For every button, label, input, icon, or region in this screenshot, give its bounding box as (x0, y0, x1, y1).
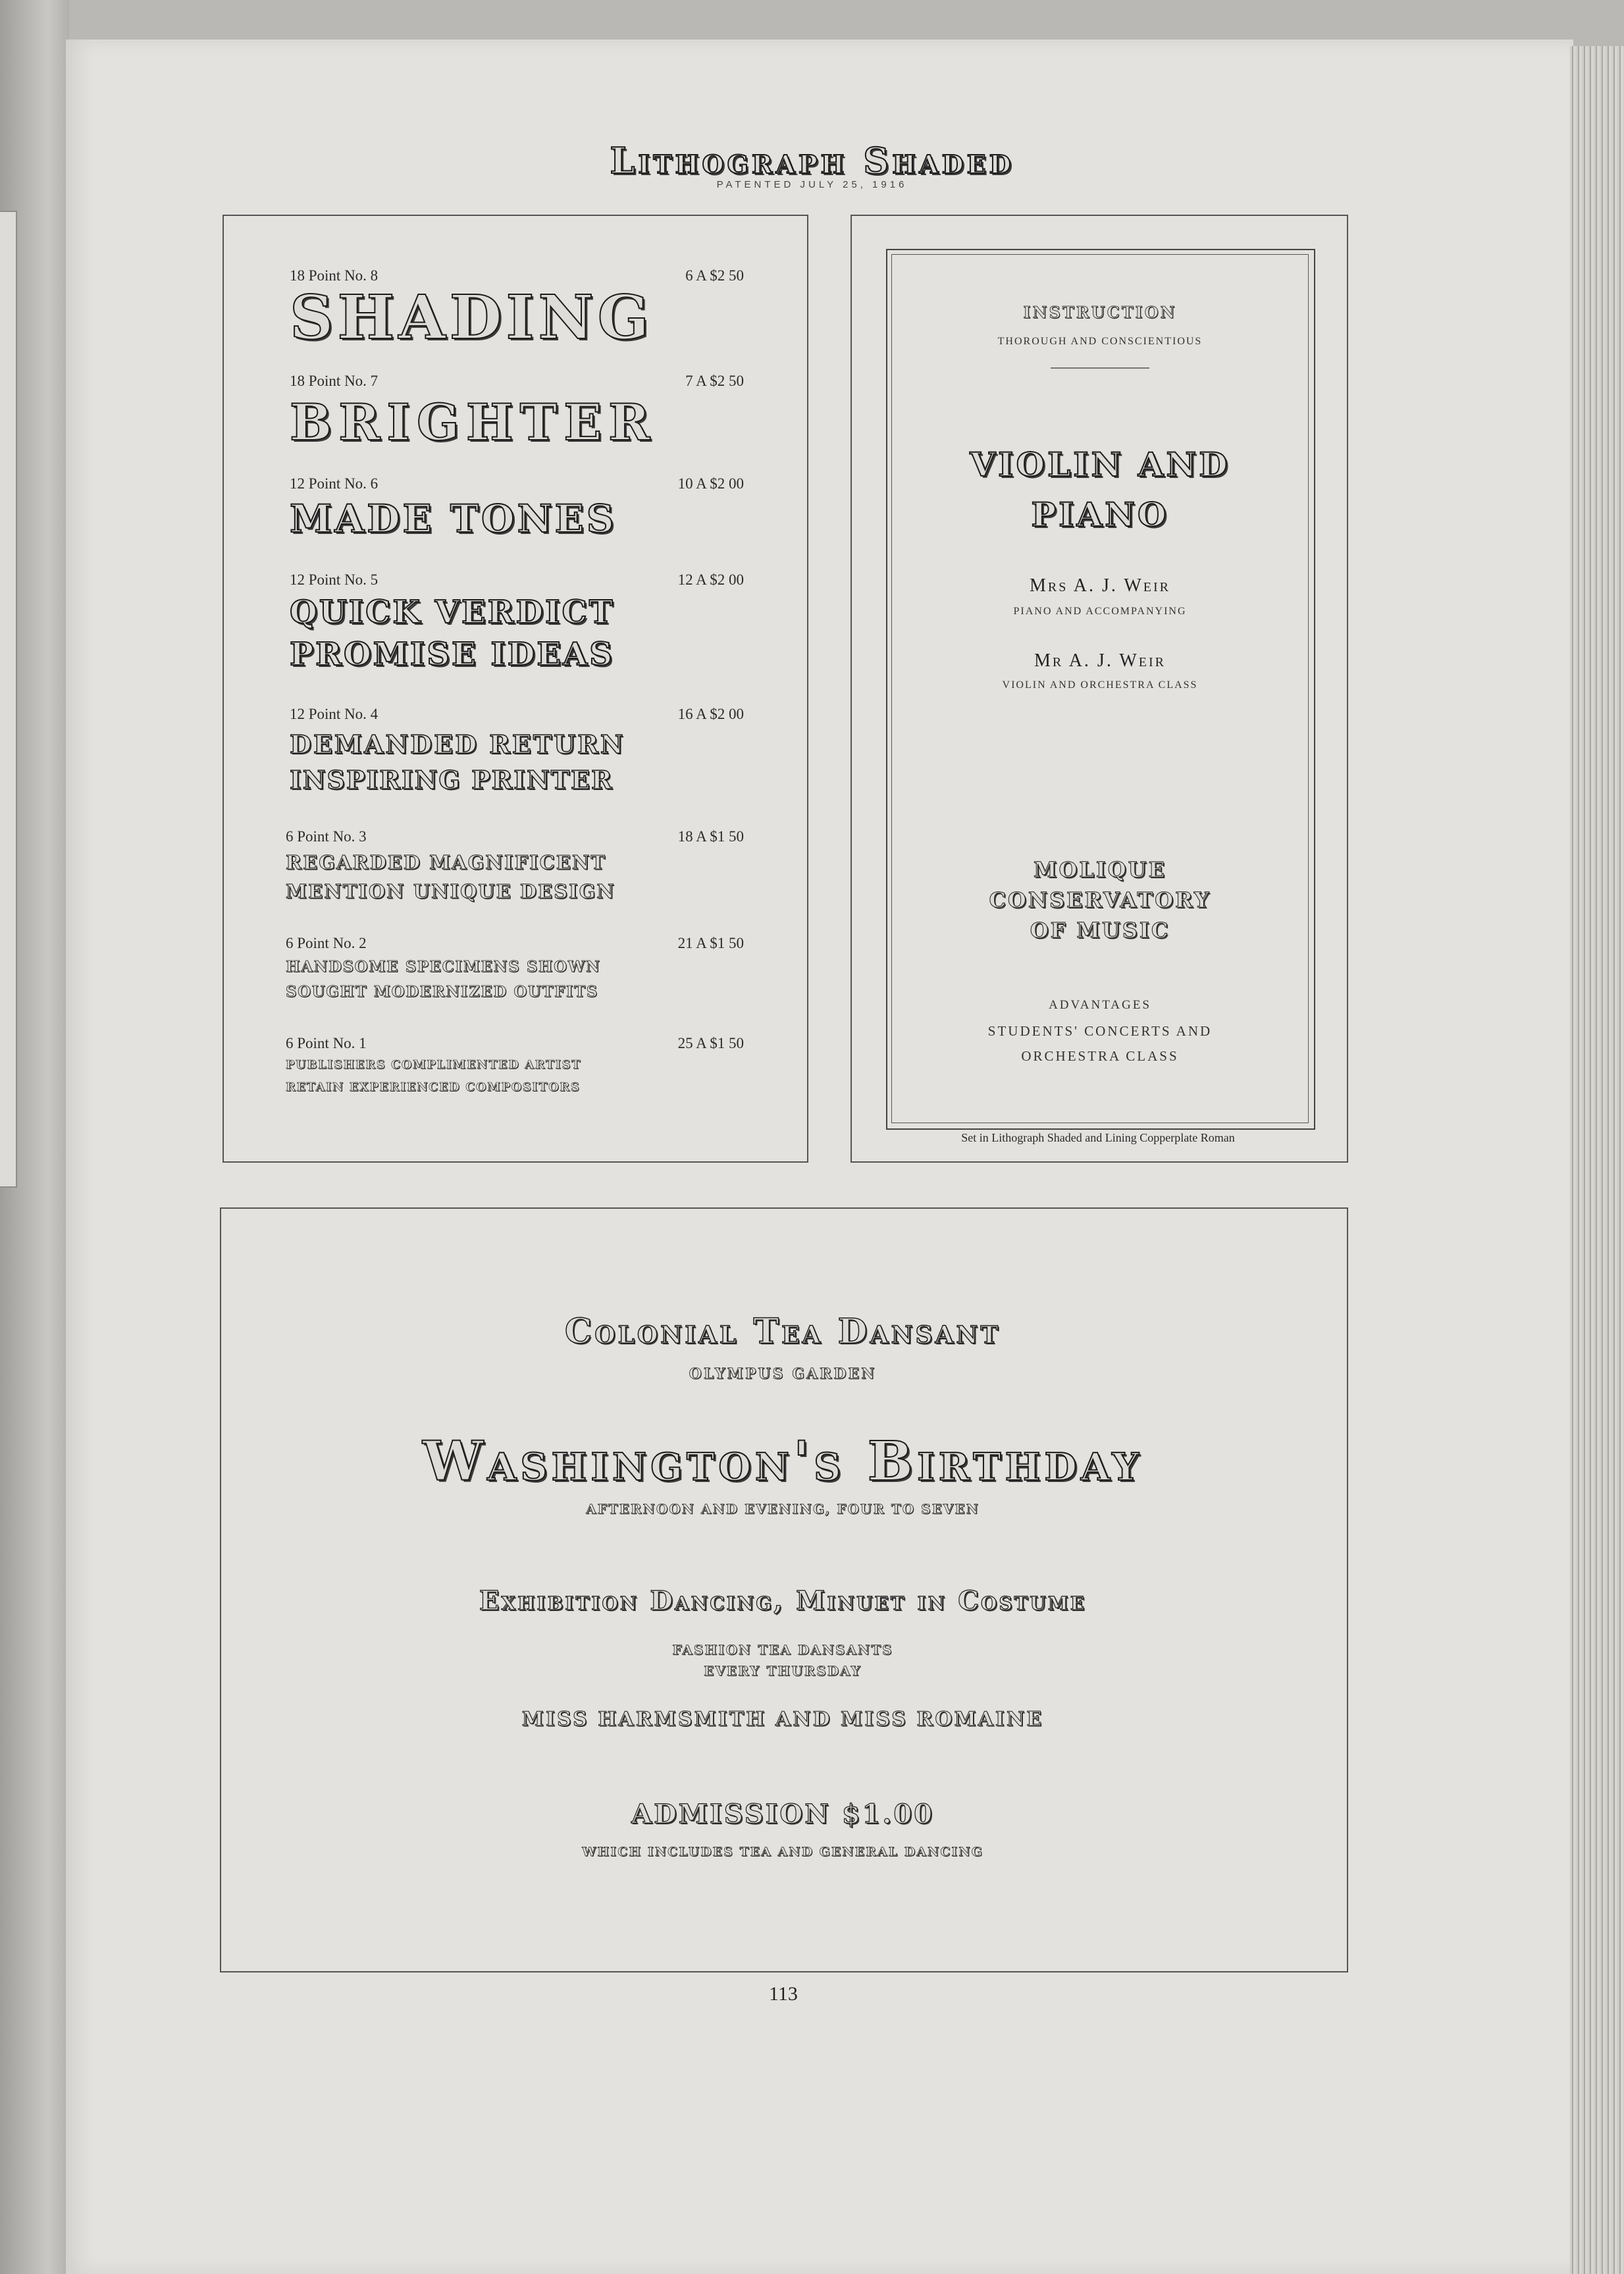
specimen-line: MENTION UNIQUE DESIGN (286, 880, 616, 903)
specimen-line: REGARDED MAGNIFICENT (286, 851, 606, 874)
specimen-label: 12 Point No. 4 (290, 706, 379, 722)
specimen-label: 18 Point No. 7 (290, 373, 379, 389)
advantages-line: ORCHESTRA CLASS (1021, 1048, 1179, 1064)
advantages-line: STUDENTS' CONCERTS AND (987, 1023, 1213, 1039)
card-instruction-sub: THOROUGH AND CONSCIENTIOUS (997, 336, 1203, 347)
ad-fashion-line: EVERY THURSDAY (704, 1663, 862, 1679)
specimen-line: BRIGHTER (290, 393, 657, 452)
card-title-line2: PIANO (1031, 495, 1169, 534)
card-caption: Set in Lithograph Shaded and Lining Copperplate Roman (961, 1131, 1235, 1144)
specimen-line: SHADING (290, 282, 654, 353)
specimen-label: 6 Point No. 2 (286, 935, 367, 951)
specimen-line: SOUGHT MODERNIZED OUTFITS (286, 983, 598, 1001)
ad-hosts: MISS HARMSMITH AND MISS ROMAINE (521, 1708, 1044, 1731)
page-stack-edge (1570, 46, 1624, 2274)
specimen-label: 12 Point No. 5 (290, 571, 379, 588)
specimen-price: 6 A $2 50 (685, 267, 744, 284)
specimen-label: 12 Point No. 6 (290, 475, 379, 492)
specimen-price: 16 A $2 00 (677, 706, 744, 722)
teacher1-role: PIANO AND ACCOMPANYING (1013, 606, 1187, 617)
card-title-line1: VIOLIN AND (970, 445, 1230, 484)
ad-times: AFTERNOON AND EVENING, FOUR TO SEVEN (586, 1501, 980, 1517)
teacher2-name: Mr A. J. Weir (1034, 650, 1166, 671)
previous-page-edge (0, 211, 17, 1188)
ad-event: Washington's Birthday (423, 1430, 1143, 1493)
teacher1-name: Mrs A. J. Weir (1029, 575, 1171, 596)
specimen-label: 6 Point No. 3 (286, 828, 367, 845)
specimen-price: 10 A $2 00 (677, 475, 744, 492)
specimen-label: 6 Point No. 1 (286, 1035, 367, 1051)
ad-title: Colonial Tea Dansant (564, 1311, 1001, 1352)
specimen-line: PUBLISHERS COMPLIMENTED ARTIST (286, 1058, 581, 1072)
ad-venue: OLYMPUS GARDEN (689, 1365, 877, 1383)
advantages-heading: ADVANTAGES (1049, 998, 1151, 1012)
page-title: Lithograph Shaded (610, 140, 1014, 182)
school-line1: MOLIQUE (1034, 857, 1166, 882)
specimen-price: 21 A $1 50 (677, 935, 744, 951)
specimen-line: DEMANDED RETURN (290, 729, 625, 759)
teacher2-role: VIOLIN AND ORCHESTRA CLASS (1002, 679, 1198, 691)
specimen-line: PROMISE IDEAS (290, 636, 614, 673)
specimen-price: 12 A $2 00 (677, 571, 744, 588)
specimen-line: RETAIN EXPERIENCED COMPOSITORS (286, 1080, 581, 1094)
card-instruction: INSTRUCTION (1023, 303, 1177, 322)
specimen-label: 18 Point No. 8 (290, 267, 379, 284)
specimen-price: 25 A $1 50 (677, 1035, 744, 1051)
specimen-price: 18 A $1 50 (677, 828, 744, 845)
ad-fashion-line: FASHION TEA DANSANTS (672, 1642, 893, 1658)
card-divider (1051, 367, 1149, 369)
specimen-price: 7 A $2 50 (685, 373, 744, 389)
specimen-line: MADE TONES (290, 496, 617, 541)
ad-includes: WHICH INCLUDES TEA AND GENERAL DANCING (582, 1845, 983, 1859)
specimen-panel (223, 215, 808, 1163)
specimen-line: INSPIRING PRINTER (290, 765, 614, 795)
ad-feature: Exhibition Dancing, Minuet in Costume (479, 1585, 1087, 1616)
school-line3: OF MUSIC (1030, 918, 1170, 943)
patent-notice: PATENTED JULY 25, 1916 (716, 179, 908, 190)
school-line2: CONSERVATORY (989, 887, 1211, 912)
specimen-line: HANDSOME SPECIMENS SHOWN (286, 958, 601, 976)
page-number: 113 (769, 1983, 798, 2005)
specimen-line: QUICK VERDICT (290, 594, 615, 631)
ad-admission: ADMISSION $1.00 (631, 1799, 934, 1830)
